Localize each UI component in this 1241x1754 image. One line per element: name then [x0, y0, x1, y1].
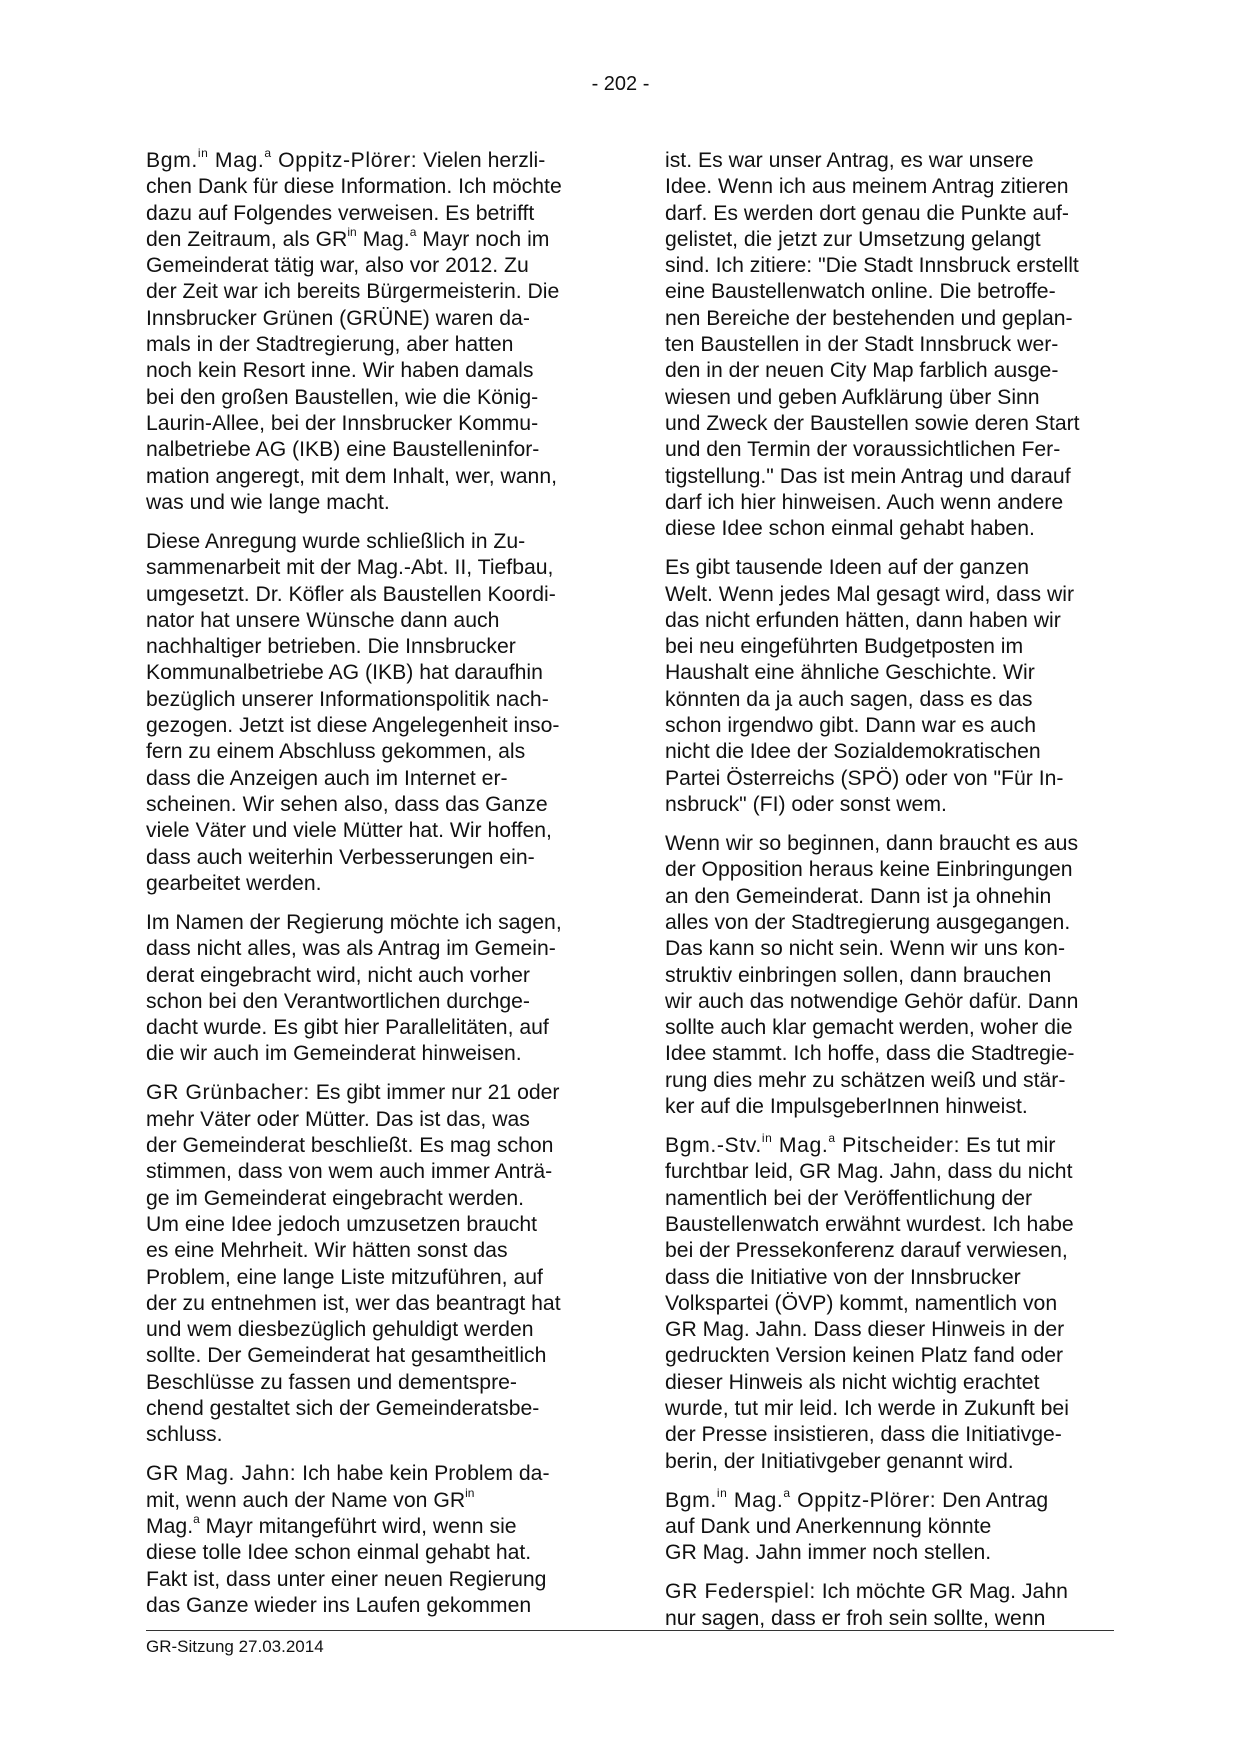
speaker-name: GR Mag. Jahn:	[146, 1462, 297, 1486]
right-column	[665, 148, 1115, 1645]
speaker-name: GR Federspiel:	[665, 1580, 816, 1604]
paragraph: Es gibt tausende Ideen auf der ganzen Welt. Wenn jedes Mal gesagt wird, dass wir das nicht erfunden hätten, dann haben wir bei neu eingeführten Budgetposten im Haushalt eine ähnliche Geschichte. Wir könnten da ja auch sagen, dass es das schon irgendwo gibt. Dann war es auch nicht die Idee der Sozialdemokratischen Partei Österreichs (SPÖ) oder von "Für In- nsbruck" (FI) oder sonst wem.	[665, 556, 1075, 816]
paragraph: ist. Es war unser Antrag, es war unsere Idee. Wenn ich aus meinem Antrag zitieren darf. Es werden dort genau die Punkte auf- gelistet, die jetzt zur Umsetzung gelangt sind. Ich zitiere: "Die Stadt Innsbruck erstellt eine Baustellenwatch online. Die betroffe- nen Bereiche der bestehenden und geplan- ten Baustellen in der Stadt Innsbruck wer- den in der neuen City Map farblich ausge- wiesen und geben Aufklärung über Sinn und Zweck der Baustellen sowie deren Start und den Termin der voraussichtlichen Fer- tigstellung." Das ist mein Antrag und darauf darf ich hier hinweisen. Auch wenn andere diese Idee schon einmal gehabt haben.	[665, 149, 1080, 541]
footer-session-date: GR-Sitzung 27.03.2014	[146, 1637, 324, 1656]
footer-divider	[146, 1630, 1114, 1631]
speaker-name: Bgm.$^{in}$ Mag.$^a$ Oppitz-Plörer:	[146, 145, 418, 172]
paragraph: GR Mag. Jahn: Ich habe kein Problem da- mit, wenn auch der Name von $GR^{in}$ Mag.$^a$ Mayr mitangeführt wird, wenn sie diese tolle Idee schon einmal gehabt hat. Fakt ist, dass unter einer neuen Regierung das Ganze wieder ins Laufen gekommen	[146, 1462, 550, 1617]
paragraph: GR Grünbacher: Es gibt immer nur 21 oder mehr Väter oder Mütter. Das ist das, was der Gemeinderat beschließt. Es mag schon stimmen, dass von wem auch immer Anträ- ge im Gemeinderat eingebracht werden. Um eine Idee jedoch umzusetzen braucht es eine Mehrheit. Wir hätten sonst das Problem, eine lange Liste mitzuführen, auf der zu entnehmen ist, wer das beantragt hat und wem diesbezüglich gehuldigt werden sollte. Der Gemeinderat hat gesamtheitlich Beschlüsse zu fassen und dementspre- chend gestaltet sich der Gemeinderatsbe- schluss.	[146, 1081, 561, 1447]
paragraph: Bgm.$^{in}$ Mag.$^a$ Oppitz-Plörer: Den Antrag auf Dank und Anerkennung könnte GR Mag. Jahn immer noch stellen.	[665, 1485, 1049, 1565]
paragraph: Bgm.-Stv.$^{in}$ Mag.$^a$ Pitscheider: Es tut mir furchtbar leid, GR Mag. Jahn, dass du nicht namentlich bei der Veröffentlichung der Baustellenwatch erwähnt wurdest. Ich habe bei der Pressekonferenz darauf verwiesen, dass die Initiative von der Innsbrucker Volkspartei (ÖVP) kommt, namentlich von GR Mag. Jahn. Dass dieser Hinweis in der gedruckten Version keinen Platz fand oder dieser Hinweis als nicht wichtig erachtet wurde, tut mir leid. Ich werde in Zukunft bei der Presse insistieren, dass die Initiativge- berin, der Initiativgeber genannt wird.	[665, 1131, 1074, 1473]
page-number: - 202 -	[591, 73, 650, 95]
paragraph: GR Federspiel: Ich möchte GR Mag. Jahn nur sagen, dass er froh sein sollte, wenn	[665, 1580, 1068, 1630]
speaker-name: Bgm.-Stv.$^{in}$ Mag.$^a$ Pitscheider:	[665, 1131, 961, 1158]
left-column	[146, 145, 596, 1632]
paragraph: Diese Anregung wurde schließlich in Zu- sammenarbeit mit der Mag.-Abt. II, Tiefbau, umgesetzt. Dr. Köfler als Baustellen Koordi- nator hat unsere Wünsche dann auch nachhaltiger betrieben. Die Innsbrucker Kommunalbetriebe AG (IKB) hat daraufhin bezüglich unserer Informationspolitik nach- gezogen. Jetzt ist diese Angelegenheit inso- fern zu einem Abschluss gekommen, als dass die Anzeigen auch im Internet er- scheinen. Wir sehen also, dass das Ganze viele Väter und viele Mütter hat. Wir hoffen, dass auch weiterhin Verbesserungen ein- gearbeitet werden.	[146, 529, 560, 895]
paragraph: Im Namen der Regierung möchte ich sagen, dass nicht alles, was als Antrag im Gemein- derat eingebracht wird, nicht auch vorher schon bei den Verantwortlichen durchge- dacht wurde. Es gibt hier Parallelitäten, auf die wir auch im Gemeinderat hinweisen.	[146, 910, 562, 1066]
paragraph: Wenn wir so beginnen, dann braucht es aus der Opposition heraus keine Einbringungen an den Gemeinderat. Dann ist ja ohnehin alles von der Stadtregierung ausgegangen. Das kann so nicht sein. Wenn wir uns kon- struktiv einbringen sollen, dann brauchen wir auch das notwendige Gehör dafür. Dann sollte auch klar gemacht werden, woher die Idee stammt. Ich hoffe, dass die Stadtregie- rung dies mehr zu schätzen weiß und stär- ker auf die ImpulsgeberInnen hinweist.	[665, 832, 1079, 1118]
speaker-name: GR Grünbacher:	[146, 1081, 310, 1105]
paragraph: Bgm.$^{in}$ Mag.$^a$ Oppitz-Plörer: Vielen herzli- chen Dank für diese Information. Ich möchte dazu auf Folgendes verweisen. Es betrifft den Zeitraum, als $GR^{in}$ Mag.$^a$ Mayr noch im Gemeinderat tätig war, also vor 2012. Zu der Zeit war ich bereits Bürgermeisterin. Die Innsbrucker Grünen (GRÜNE) waren da- mals in der Stadtregierung, aber hatten noch kein Resort inne. Wir haben damals bei den großen Baustellen, wie die König- Laurin-Allee, bei der Innsbrucker Kommu- nalbetriebe AG (IKB) eine Baustelleninfor- mation angeregt, mit dem Inhalt, wer, wann, was und wie lange macht.	[146, 145, 562, 514]
speaker-name: Bgm.$^{in}$ Mag.$^a$ Oppitz-Plörer:	[665, 1485, 937, 1512]
